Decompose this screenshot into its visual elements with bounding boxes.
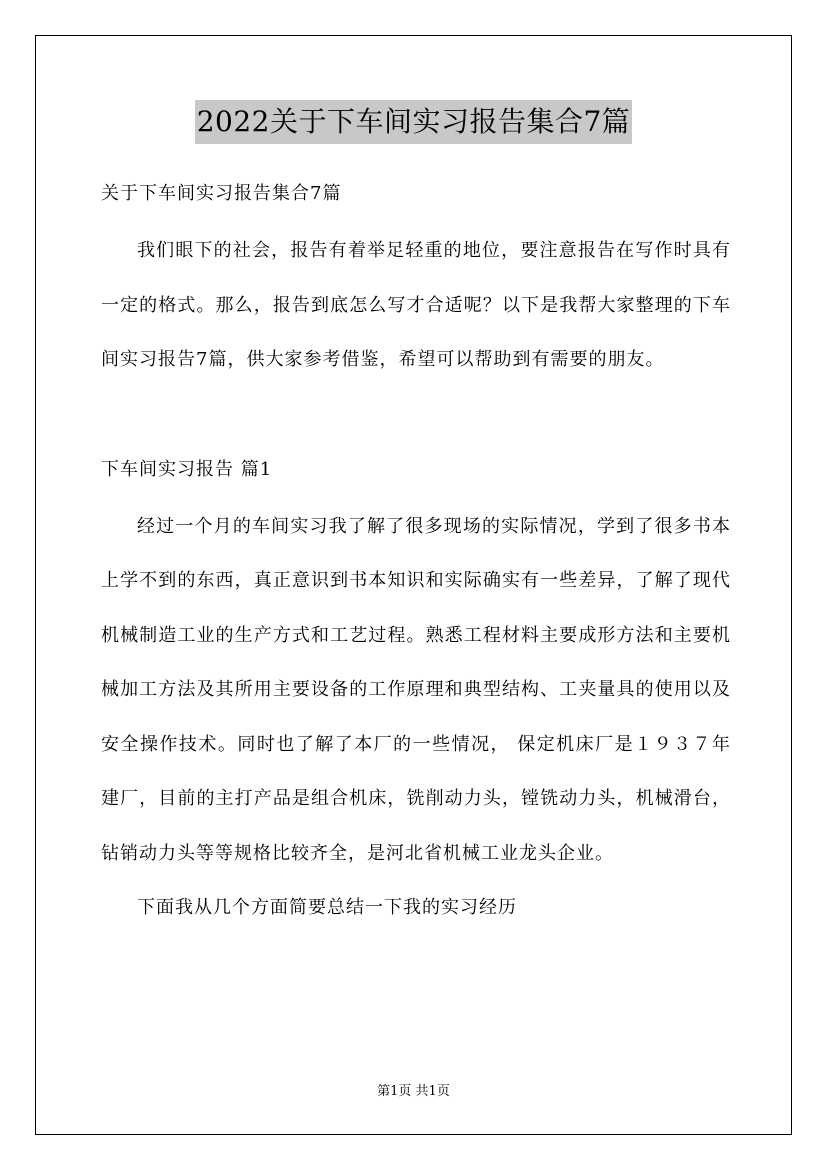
section-paragraph: 下面我从几个方面简要总结一下我的实习经历 — [137, 897, 517, 918]
document-subtitle: 关于下车间实习报告集合7篇 — [101, 183, 342, 204]
title-container — [0, 100, 827, 144]
page-number: 第1页 共1页 — [377, 1084, 450, 1099]
document-title: 2022关于下车间实习报告集合7篇 — [195, 100, 633, 144]
section-heading: 下车间实习报告 篇1 — [101, 458, 273, 480]
section-paragraph: 经过一个月的车间实习我了解了很多现场的实际情况，学到了很多书本上学不到的东西，真正意识到书本知识和实际确实有一些差异，了解了现代机械制造工业的生产方式和工艺过程。熟悉工程材料主要成形方法和主要机械加工方法及其所用主要设备的工作原理和典型结构、工夹量具的使用以及安全操作技术。同时也了解了本厂的一些情况， 保定机床厂是１９３７年建厂，目前的主打产品是组合机床，铣削动力头，镗铣动力头，机械滑台，钻销动力头等等规格比较齐全，是河北省机械工业龙头企业。 — [101, 515, 731, 864]
document-body — [101, 172, 731, 936]
intro-paragraph: 我们眼下的社会，报告有着举足轻重的地位，要注意报告在写作时具有一定的格式。那么，报告到底怎么写才合适呢？以下是我帮大家整理的下车间实习报告7篇，供大家参考借鉴，希望可以帮助到有需要的朋友。 — [101, 240, 731, 370]
